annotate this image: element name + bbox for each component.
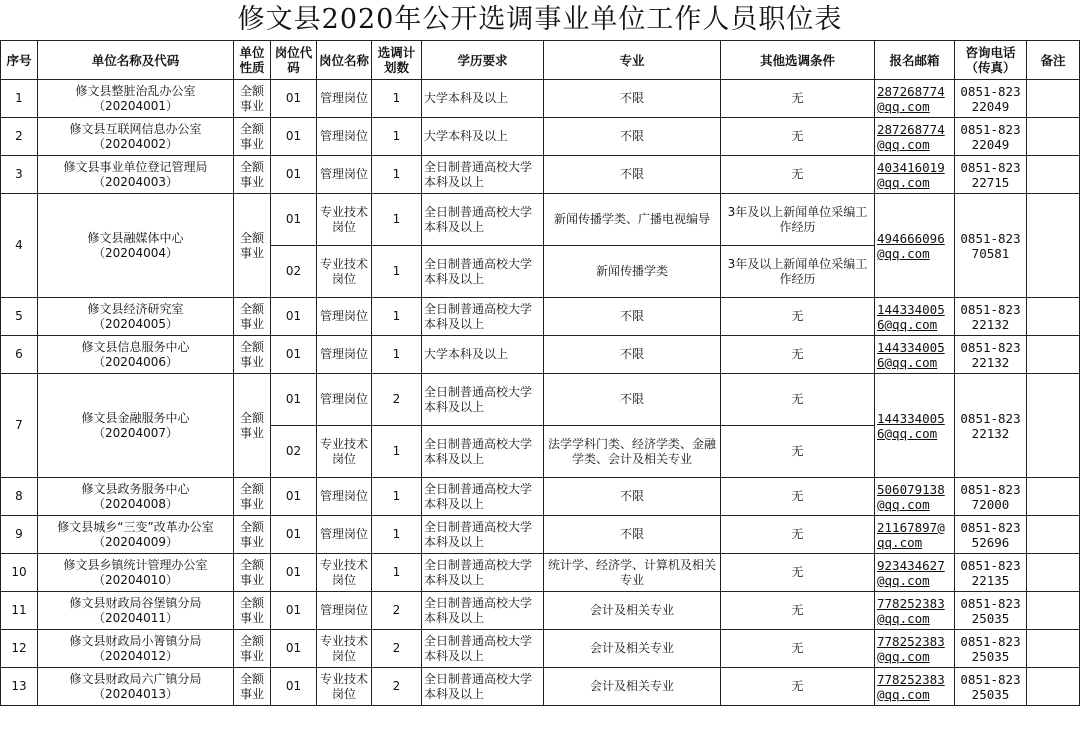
education-requirement: 大学本科及以上 — [422, 80, 544, 118]
email-cell — [875, 298, 955, 336]
unit-name: 修文县事业单位登记管理局 — [63, 159, 208, 174]
unit-code: （20204007） — [92, 425, 179, 440]
other-conditions: 无 — [721, 592, 875, 630]
position-name: 专业技术岗位 — [317, 426, 372, 478]
major-requirement: 不限 — [544, 374, 721, 426]
email-cell — [875, 118, 955, 156]
email-cell — [875, 478, 955, 516]
header-pos-code: 岗位代码 — [271, 41, 317, 80]
unit-cell — [38, 298, 234, 336]
position-code: 01 — [271, 298, 317, 336]
major-requirement: 不限 — [544, 80, 721, 118]
major-requirement: 新闻传播学类 — [544, 246, 721, 298]
page-title: 修文县2020年公开选调事业单位工作人员职位表 — [237, 4, 843, 35]
plan-count: 1 — [372, 554, 422, 592]
email-cell — [875, 516, 955, 554]
table-row — [1, 336, 1080, 374]
email-link[interactable]: 778252383@qq.com — [877, 633, 945, 664]
email-link[interactable]: 1443340056@qq.com — [877, 410, 945, 441]
phone-cell: 0851-82322049 — [955, 80, 1027, 118]
major-requirement: 新闻传播学类、广播电视编导 — [544, 194, 721, 246]
header-no: 序号 — [1, 41, 38, 80]
unit-code: （20204001） — [92, 98, 179, 113]
position-name: 专业技术岗位 — [317, 246, 372, 298]
header-pos-name: 岗位名称 — [317, 41, 372, 80]
plan-count: 1 — [372, 336, 422, 374]
position-code: 01 — [271, 516, 317, 554]
header-email: 报名邮箱 — [875, 41, 955, 80]
email-cell — [875, 336, 955, 374]
remark-cell — [1027, 156, 1080, 194]
other-conditions: 无 — [721, 374, 875, 426]
remark-cell — [1027, 194, 1080, 298]
unit-name: 修文县金融服务中心 — [81, 410, 190, 425]
position-code: 01 — [271, 194, 317, 246]
position-code: 01 — [271, 118, 317, 156]
major-requirement: 法学学科门类、经济学类、金融学类、会计及相关专业 — [544, 426, 721, 478]
unit-code: （20204009） — [92, 534, 179, 549]
email-link[interactable]: 403416019@qq.com — [877, 159, 945, 190]
other-conditions: 无 — [721, 156, 875, 194]
row-number: 6 — [1, 336, 38, 374]
education-requirement: 全日制普通高校大学本科及以上 — [422, 478, 544, 516]
position-code: 01 — [271, 80, 317, 118]
major-requirement: 不限 — [544, 336, 721, 374]
other-conditions: 无 — [721, 630, 875, 668]
unit-code: （20204010） — [92, 572, 179, 587]
unit-nature: 全额事业 — [234, 194, 271, 298]
position-code: 02 — [271, 246, 317, 298]
table-row — [1, 668, 1080, 706]
row-number: 8 — [1, 478, 38, 516]
position-name: 专业技术岗位 — [317, 554, 372, 592]
phone-cell: 0851-82322132 — [955, 374, 1027, 478]
email-link[interactable]: 778252383@qq.com — [877, 595, 945, 626]
remark-cell — [1027, 298, 1080, 336]
table-header-row — [1, 41, 1080, 80]
unit-name: 修文县整脏治乱办公室 — [75, 83, 196, 98]
unit-nature: 全额事业 — [234, 374, 271, 478]
unit-code: （20204008） — [92, 496, 179, 511]
header-plan: 选调计划数 — [372, 41, 422, 80]
email-cell — [875, 194, 955, 298]
major-requirement: 不限 — [544, 298, 721, 336]
unit-code: （20204012） — [92, 648, 179, 663]
plan-count: 1 — [372, 478, 422, 516]
remark-cell — [1027, 478, 1080, 516]
education-requirement: 全日制普通高校大学本科及以上 — [422, 554, 544, 592]
remark-cell — [1027, 668, 1080, 706]
major-requirement: 不限 — [544, 118, 721, 156]
unit-nature: 全额事业 — [234, 478, 271, 516]
plan-count: 2 — [372, 630, 422, 668]
phone-cell: 0851-82322132 — [955, 336, 1027, 374]
position-code: 01 — [271, 478, 317, 516]
unit-cell — [38, 668, 234, 706]
row-number: 11 — [1, 592, 38, 630]
position-name: 管理岗位 — [317, 374, 372, 426]
position-name: 管理岗位 — [317, 592, 372, 630]
other-conditions: 3年及以上新闻单位采编工作经历 — [721, 246, 875, 298]
position-name: 专业技术岗位 — [317, 194, 372, 246]
table-row — [1, 374, 1080, 426]
plan-count: 1 — [372, 156, 422, 194]
email-link[interactable]: 287268774@qq.com — [877, 121, 945, 152]
unit-name: 修文县财政局六广镇分局 — [69, 671, 202, 686]
major-requirement: 不限 — [544, 478, 721, 516]
unit-name: 修文县经济研究室 — [87, 301, 184, 316]
phone-cell: 0851-82372000 — [955, 478, 1027, 516]
unit-name: 修文县互联网信息办公室 — [69, 121, 202, 136]
unit-code: （20204003） — [92, 174, 179, 189]
position-table — [0, 40, 1080, 706]
position-name: 专业技术岗位 — [317, 668, 372, 706]
email-cell — [875, 156, 955, 194]
unit-nature: 全额事业 — [234, 80, 271, 118]
unit-nature: 全额事业 — [234, 554, 271, 592]
table-row — [1, 516, 1080, 554]
remark-cell — [1027, 80, 1080, 118]
remark-cell — [1027, 336, 1080, 374]
major-requirement: 统计学、经济学、计算机及相关专业 — [544, 554, 721, 592]
position-code: 01 — [271, 668, 317, 706]
plan-count: 2 — [372, 374, 422, 426]
education-requirement: 全日制普通高校大学本科及以上 — [422, 246, 544, 298]
email-cell — [875, 374, 955, 478]
unit-cell — [38, 516, 234, 554]
education-requirement: 大学本科及以上 — [422, 118, 544, 156]
position-name: 管理岗位 — [317, 156, 372, 194]
major-requirement: 会计及相关专业 — [544, 592, 721, 630]
unit-cell — [38, 374, 234, 478]
major-requirement: 不限 — [544, 156, 721, 194]
position-code: 01 — [271, 156, 317, 194]
other-conditions: 无 — [721, 516, 875, 554]
other-conditions: 3年及以上新闻单位采编工作经历 — [721, 194, 875, 246]
row-number: 9 — [1, 516, 38, 554]
row-number: 10 — [1, 554, 38, 592]
position-name: 管理岗位 — [317, 80, 372, 118]
email-cell — [875, 668, 955, 706]
education-requirement: 全日制普通高校大学本科及以上 — [422, 194, 544, 246]
unit-cell — [38, 478, 234, 516]
unit-name: 修文县信息服务中心 — [81, 339, 190, 354]
table-row — [1, 298, 1080, 336]
unit-name: 修文县城乡“三变”改革办公室 — [57, 519, 214, 534]
other-conditions: 无 — [721, 336, 875, 374]
education-requirement: 全日制普通高校大学本科及以上 — [422, 668, 544, 706]
position-name: 管理岗位 — [317, 478, 372, 516]
major-requirement: 会计及相关专业 — [544, 668, 721, 706]
email-link[interactable]: 287268774@qq.com — [877, 83, 945, 114]
remark-cell — [1027, 118, 1080, 156]
education-requirement: 全日制普通高校大学本科及以上 — [422, 374, 544, 426]
other-conditions: 无 — [721, 298, 875, 336]
plan-count: 2 — [372, 668, 422, 706]
remark-cell — [1027, 592, 1080, 630]
plan-count: 1 — [372, 118, 422, 156]
phone-cell: 0851-82325035 — [955, 668, 1027, 706]
unit-code: （20204011） — [92, 610, 179, 625]
unit-nature: 全额事业 — [234, 336, 271, 374]
unit-code: （20204013） — [92, 686, 179, 701]
table-row — [1, 118, 1080, 156]
other-conditions: 无 — [721, 80, 875, 118]
row-number: 12 — [1, 630, 38, 668]
major-requirement: 不限 — [544, 516, 721, 554]
other-conditions: 无 — [721, 668, 875, 706]
row-number: 1 — [1, 80, 38, 118]
email-link[interactable]: 506079138@qq.com — [877, 481, 945, 512]
position-code: 01 — [271, 336, 317, 374]
email-link[interactable]: 923434627@qq.com — [877, 557, 945, 588]
unit-name: 修文县乡镇统计管理办公室 — [63, 557, 208, 572]
email-link[interactable]: 21167897@qq.com — [877, 519, 945, 550]
row-number: 13 — [1, 668, 38, 706]
email-link[interactable]: 1443340056@qq.com — [877, 301, 945, 332]
header-nature: 单位性质 — [234, 41, 271, 80]
email-link[interactable]: 1443340056@qq.com — [877, 339, 945, 370]
major-requirement: 会计及相关专业 — [544, 630, 721, 668]
row-number: 7 — [1, 374, 38, 478]
plan-count: 1 — [372, 298, 422, 336]
education-requirement: 全日制普通高校大学本科及以上 — [422, 516, 544, 554]
unit-nature: 全额事业 — [234, 516, 271, 554]
position-name: 管理岗位 — [317, 516, 372, 554]
row-number: 2 — [1, 118, 38, 156]
education-requirement: 全日制普通高校大学本科及以上 — [422, 426, 544, 478]
unit-name: 修文县政务服务中心 — [81, 481, 190, 496]
unit-cell — [38, 336, 234, 374]
plan-count: 1 — [372, 80, 422, 118]
header-unit: 单位名称及代码 — [38, 41, 234, 80]
position-code: 02 — [271, 426, 317, 478]
unit-code: （20204004） — [92, 245, 179, 260]
phone-cell: 0851-82322715 — [955, 156, 1027, 194]
remark-cell — [1027, 374, 1080, 478]
position-code: 01 — [271, 374, 317, 426]
table-row — [1, 592, 1080, 630]
remark-cell — [1027, 630, 1080, 668]
unit-cell — [38, 118, 234, 156]
email-cell — [875, 80, 955, 118]
position-name: 管理岗位 — [317, 118, 372, 156]
unit-cell — [38, 80, 234, 118]
table-row — [1, 630, 1080, 668]
other-conditions: 无 — [721, 554, 875, 592]
other-conditions: 无 — [721, 426, 875, 478]
unit-name: 修文县融媒体中心 — [87, 230, 184, 245]
phone-cell: 0851-82370581 — [955, 194, 1027, 298]
phone-cell: 0851-82322132 — [955, 298, 1027, 336]
phone-cell: 0851-82322049 — [955, 118, 1027, 156]
table-row — [1, 478, 1080, 516]
table-row — [1, 554, 1080, 592]
unit-name: 修文县财政局小箐镇分局 — [69, 633, 202, 648]
unit-nature: 全额事业 — [234, 592, 271, 630]
unit-nature: 全额事业 — [234, 156, 271, 194]
header-edu: 学历要求 — [422, 41, 544, 80]
unit-nature: 全额事业 — [234, 118, 271, 156]
unit-code: （20204006） — [92, 354, 179, 369]
email-cell — [875, 554, 955, 592]
plan-count: 1 — [372, 194, 422, 246]
phone-cell: 0851-82322135 — [955, 554, 1027, 592]
row-number: 3 — [1, 156, 38, 194]
unit-cell — [38, 592, 234, 630]
header-remark: 备注 — [1027, 41, 1080, 80]
email-link[interactable]: 494666096@qq.com — [877, 230, 945, 261]
education-requirement: 全日制普通高校大学本科及以上 — [422, 630, 544, 668]
unit-code: （20204002） — [92, 136, 179, 151]
unit-nature: 全额事业 — [234, 668, 271, 706]
table-row — [1, 80, 1080, 118]
row-number: 5 — [1, 298, 38, 336]
plan-count: 1 — [372, 246, 422, 298]
header-other: 其他选调条件 — [721, 41, 875, 80]
position-code: 01 — [271, 554, 317, 592]
position-name: 管理岗位 — [317, 298, 372, 336]
position-name: 专业技术岗位 — [317, 630, 372, 668]
position-code: 01 — [271, 592, 317, 630]
header-phone: 咨询电话（传真） — [955, 41, 1027, 80]
education-requirement: 全日制普通高校大学本科及以上 — [422, 298, 544, 336]
unit-name: 修文县财政局谷堡镇分局 — [69, 595, 202, 610]
phone-cell: 0851-82352696 — [955, 516, 1027, 554]
unit-cell — [38, 554, 234, 592]
unit-code: （20204005） — [92, 316, 179, 331]
header-major: 专业 — [544, 41, 721, 80]
remark-cell — [1027, 516, 1080, 554]
table-row — [1, 194, 1080, 246]
unit-cell — [38, 630, 234, 668]
education-requirement: 大学本科及以上 — [422, 336, 544, 374]
phone-cell: 0851-82325035 — [955, 592, 1027, 630]
table-row — [1, 156, 1080, 194]
email-cell — [875, 630, 955, 668]
unit-cell — [38, 156, 234, 194]
row-number: 4 — [1, 194, 38, 298]
email-link[interactable]: 778252383@qq.com — [877, 671, 945, 702]
position-name: 管理岗位 — [317, 336, 372, 374]
plan-count: 1 — [372, 426, 422, 478]
unit-nature: 全额事业 — [234, 630, 271, 668]
position-code: 01 — [271, 630, 317, 668]
plan-count: 1 — [372, 516, 422, 554]
email-cell — [875, 592, 955, 630]
unit-cell — [38, 194, 234, 298]
phone-cell: 0851-82325035 — [955, 630, 1027, 668]
unit-nature: 全额事业 — [234, 298, 271, 336]
other-conditions: 无 — [721, 118, 875, 156]
education-requirement: 全日制普通高校大学本科及以上 — [422, 592, 544, 630]
other-conditions: 无 — [721, 478, 875, 516]
remark-cell — [1027, 554, 1080, 592]
plan-count: 2 — [372, 592, 422, 630]
education-requirement: 全日制普通高校大学本科及以上 — [422, 156, 544, 194]
